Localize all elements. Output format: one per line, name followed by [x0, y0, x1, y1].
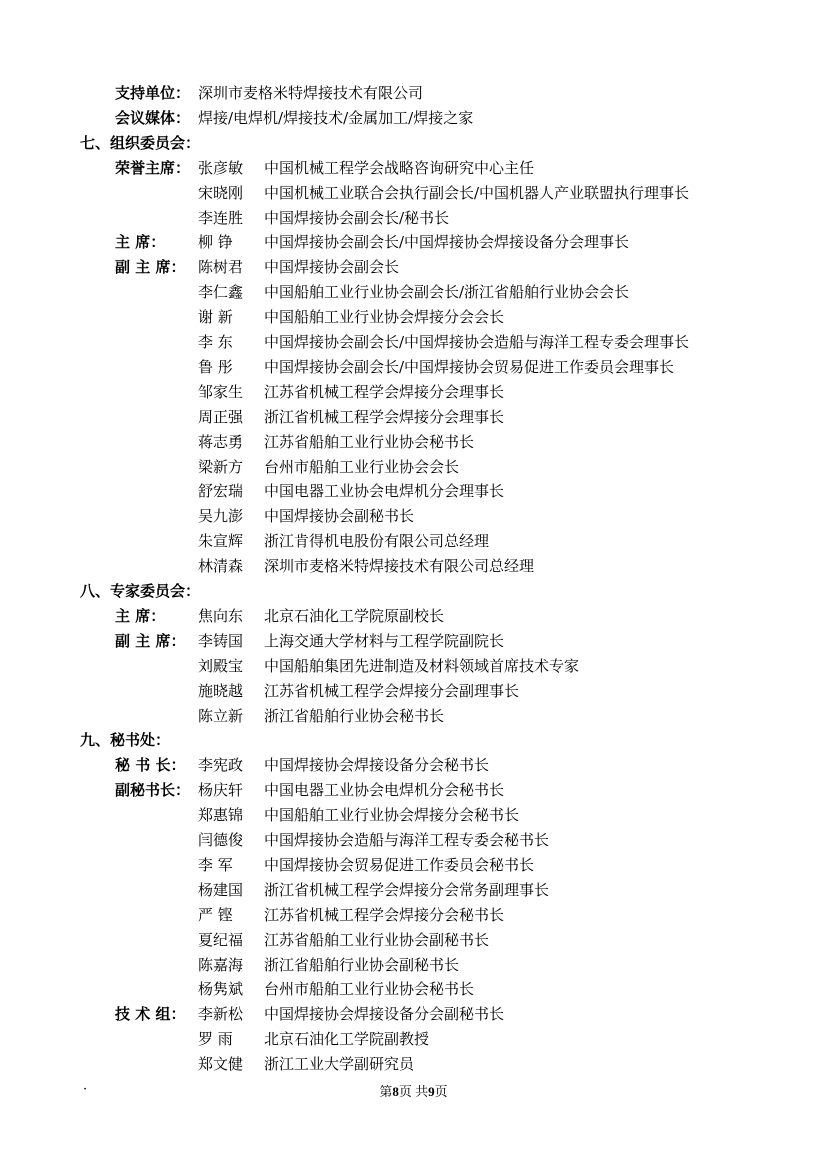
- member-role: 中国焊接协会副秘书长: [264, 507, 415, 526]
- member-role: 中国焊接协会副会长: [264, 258, 400, 277]
- role-group-label: 主 席：: [115, 233, 166, 252]
- member-role: 江苏省船舶工业行业协会副秘书长: [264, 930, 490, 949]
- member-name: 李仁鑫: [198, 283, 244, 302]
- member-name: 郑惠锦: [198, 806, 244, 825]
- member-name: 李铸国: [198, 631, 244, 650]
- member-role: 北京石油化工学院原副校长: [264, 606, 445, 625]
- member-role: 深圳市麦格米特焊接技术有限公司总经理: [264, 557, 535, 576]
- footer-page-number: 8: [392, 1084, 399, 1099]
- member-role: 江苏省船舶工业行业协会秘书长: [264, 432, 475, 451]
- member-name: 朱宣辉: [198, 532, 244, 551]
- member-name: 柳 铮: [198, 233, 233, 252]
- page-footer: [0, 1083, 827, 1101]
- member-name: 陈立新: [198, 706, 244, 725]
- role-group-label: 副 主 席：: [115, 258, 186, 277]
- member-name: 宋晓刚: [198, 183, 244, 202]
- member-name: 杨庆轩: [198, 781, 244, 800]
- member-role: 中国焊接协会副会长/中国焊接协会造船与海洋工程专委会理事长: [264, 333, 690, 351]
- member-role: 中国焊接协会焊接设备分会秘书长: [264, 756, 490, 775]
- section-heading: 九、秘书处：: [80, 731, 171, 750]
- member-role: 中国焊接协会副会长/中国焊接协会焊接设备分会理事长: [264, 233, 630, 252]
- member-name: 李新松: [198, 1005, 244, 1024]
- member-role: 中国船舶工业行业协会副会长/浙江省船舶行业协会会长: [264, 283, 630, 302]
- section-heading: 七、组织委员会：: [80, 133, 201, 152]
- field-label: 支持单位：: [115, 84, 191, 102]
- member-name: 施晓越: [198, 681, 244, 700]
- member-role: 中国机械工程学会战略咨询研究中心主任: [264, 158, 535, 177]
- member-name: 郑文健: [198, 1055, 244, 1074]
- member-role: 中国焊接协会造船与海洋工程专委会秘书长: [264, 831, 550, 849]
- member-role: 江苏省机械工程学会焊接分会副理事长: [264, 681, 520, 700]
- member-role: 中国焊接协会焊接设备分会副秘书长: [264, 1005, 505, 1024]
- member-name: 杨建国: [198, 880, 244, 899]
- member-role: 浙江省机械工程学会焊接分会理事长: [264, 407, 505, 426]
- member-name: 杨隽斌: [198, 980, 244, 999]
- member-role: 中国电器工业协会电焊机分会秘书长: [264, 781, 505, 800]
- member-role: 台州市船舶工业行业协会会长: [264, 457, 460, 476]
- footer-suffix: 页: [434, 1084, 448, 1099]
- member-name: 李 军: [198, 855, 233, 874]
- field-label: 会议媒体：: [115, 108, 191, 127]
- field-value: 深圳市麦格米特焊接技术有限公司: [198, 84, 424, 102]
- member-role: 浙江省船舶行业协会副秘书长: [264, 955, 460, 974]
- role-group-label: 荣誉主席：: [115, 158, 191, 177]
- member-role: 中国焊接协会副会长/中国焊接协会贸易促进工作委员会理事长: [264, 357, 675, 376]
- field-value: 焊接/电焊机/焊接技术/金属加工/焊接之家: [198, 108, 474, 127]
- member-name: 李宪政: [198, 756, 244, 775]
- footer-middle: 页 共: [398, 1084, 429, 1099]
- member-name: 罗 雨: [198, 1030, 233, 1049]
- member-role: 中国船舶集团先进制造及材料领域首席技术专家: [264, 656, 580, 675]
- member-name: 焦向东: [198, 606, 244, 625]
- member-role: 浙江省机械工程学会焊接分会常务副理事长: [264, 880, 550, 899]
- role-group-label: 副 主 席：: [115, 631, 186, 650]
- footer-dot: ·: [83, 1082, 88, 1097]
- member-role: 台州市船舶工业行业协会秘书长: [264, 980, 475, 999]
- member-name: 严 铿: [198, 905, 233, 924]
- member-name: 鲁 彤: [198, 357, 233, 376]
- member-role: 中国焊接协会贸易促进工作委员会秘书长: [264, 855, 535, 874]
- role-group-label: 主 席：: [115, 606, 166, 625]
- member-role: 江苏省机械工程学会焊接分会秘书长: [264, 905, 505, 924]
- member-role: 中国船舶工业行业协会焊接分会会长: [264, 308, 505, 327]
- member-name: 蒋志勇: [198, 432, 244, 451]
- member-role: 浙江工业大学副研究员: [264, 1055, 415, 1074]
- role-group-label: 技 术 组：: [115, 1005, 186, 1024]
- member-name: 刘殿宝: [198, 656, 244, 675]
- member-name: 李 东: [198, 333, 233, 351]
- member-role: 浙江省船舶行业协会秘书长: [264, 706, 445, 725]
- member-role: 北京石油化工学院副教授: [264, 1030, 430, 1049]
- member-name: 吴九澎: [198, 507, 244, 526]
- footer-total-pages: 9: [428, 1084, 435, 1099]
- member-role: 中国焊接协会副会长/秘书长: [264, 208, 450, 227]
- role-group-label: 秘 书 长：: [115, 756, 186, 775]
- member-role: 浙江肯得机电股份有限公司总经理: [264, 532, 490, 551]
- member-name: 张彦敏: [198, 158, 244, 177]
- section-heading: 八、专家委员会：: [80, 582, 201, 600]
- member-name: 闫德俊: [198, 831, 244, 849]
- member-name: 陈树君: [198, 258, 244, 277]
- member-name: 周正强: [198, 407, 244, 426]
- member-name: 陈嘉海: [198, 955, 244, 974]
- member-role: 中国电器工业协会电焊机分会理事长: [264, 482, 505, 501]
- member-name: 舒宏瑞: [198, 482, 244, 501]
- member-name: 谢 新: [198, 308, 233, 327]
- member-name: 梁新方: [198, 457, 244, 476]
- member-name: 夏纪福: [198, 930, 244, 949]
- member-role: 江苏省机械工程学会焊接分会理事长: [264, 382, 505, 401]
- member-role: 中国船舶工业行业协会焊接分会秘书长: [264, 806, 520, 825]
- member-name: 邹家生: [198, 382, 244, 401]
- role-group-label: 副秘书长：: [115, 781, 191, 800]
- footer-prefix: 第: [379, 1084, 393, 1099]
- member-name: 林清森: [198, 557, 244, 576]
- member-role: 中国机械工业联合会执行副会长/中国机器人产业联盟执行理事长: [264, 183, 690, 202]
- member-role: 上海交通大学材料与工程学院副院长: [264, 631, 505, 650]
- member-name: 李连胜: [198, 208, 244, 227]
